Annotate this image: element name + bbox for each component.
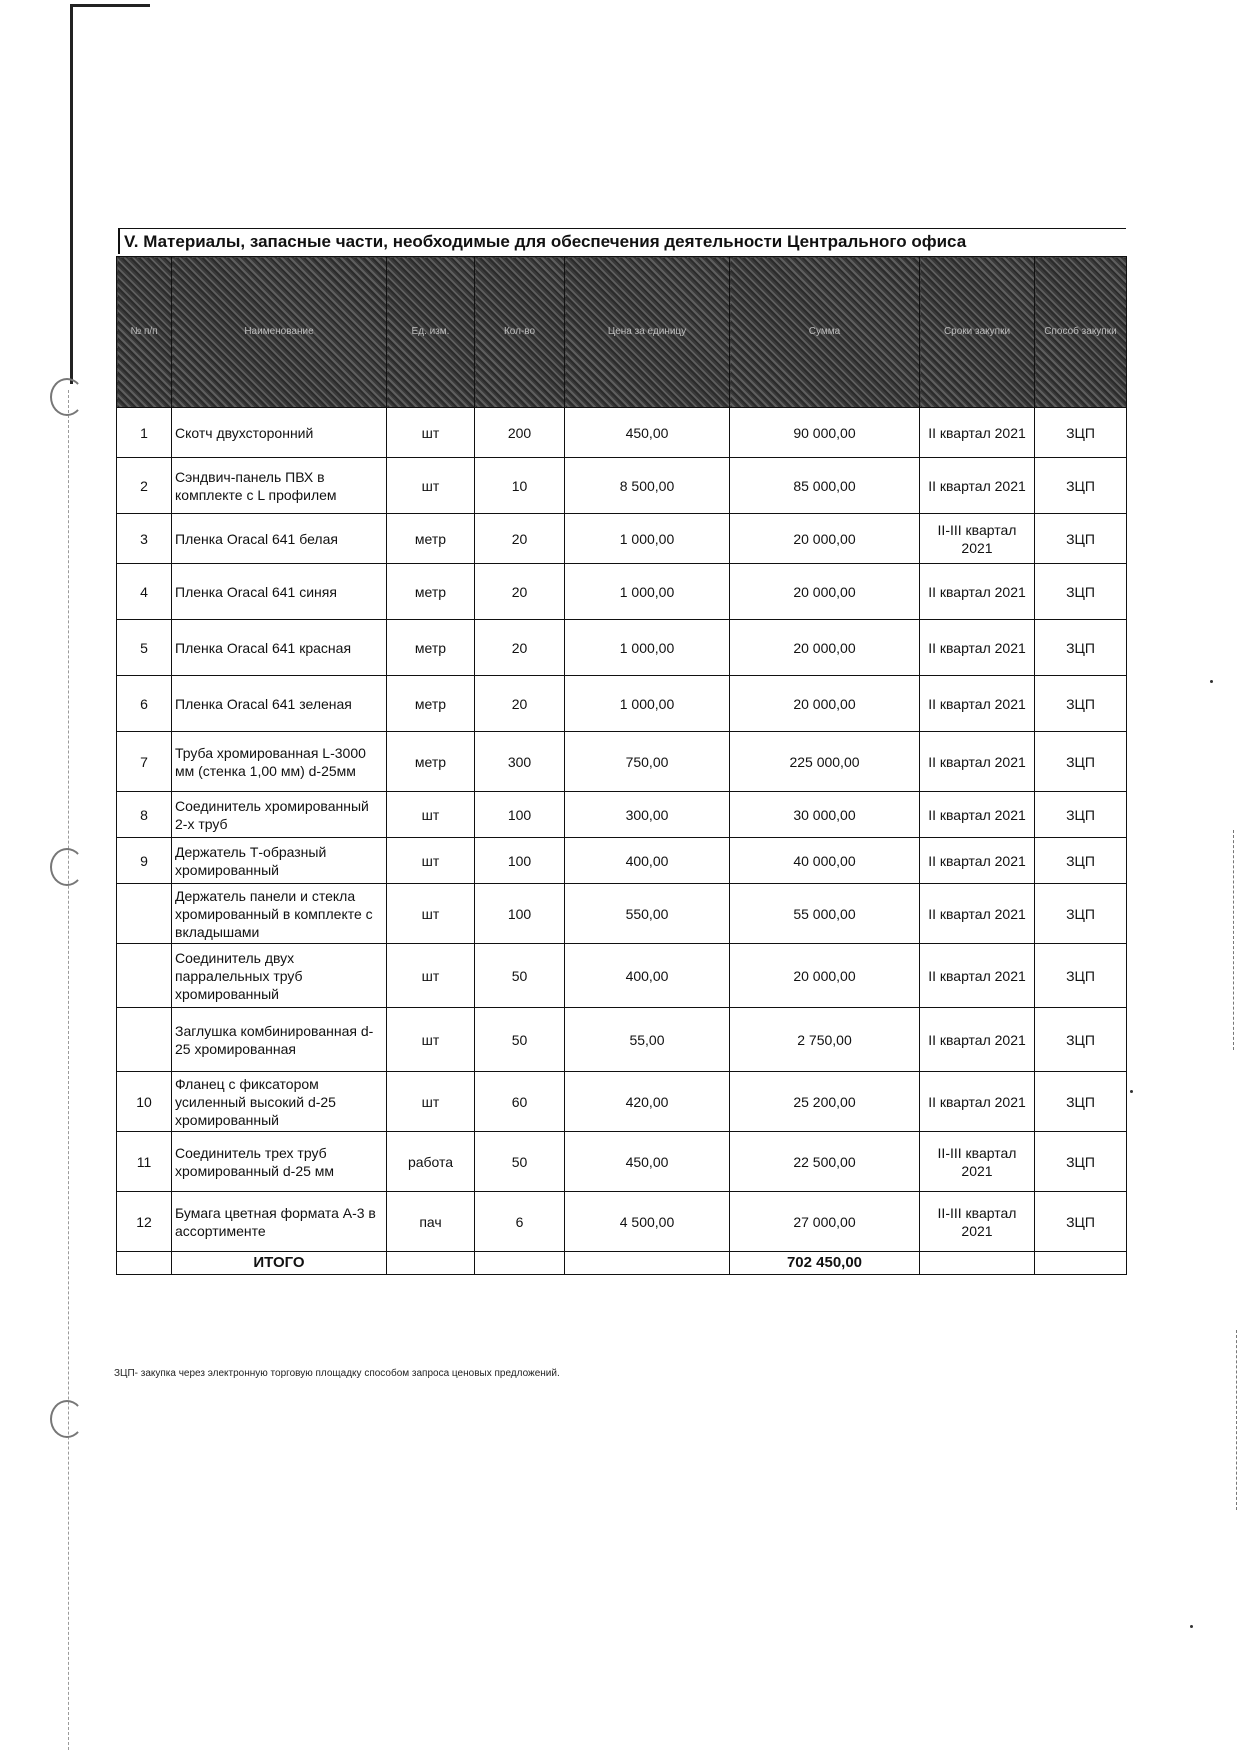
cell-unit: шт [387,458,475,514]
cell-name: Пленка Oracal 641 синяя [172,564,387,620]
scan-margin-line [68,390,70,1750]
header-period: Сроки закупки [920,257,1035,408]
cell-price: 55,00 [565,1008,730,1072]
cell-qty: 6 [475,1192,565,1252]
table-row [117,458,1127,514]
cell-name: Держатель панели и стекла хромированный в комплекте с вкладышами [172,884,387,944]
footnote: ЗЦП- закупка через электронную торговую площадку способом запроса ценовых предложений. [114,1368,560,1379]
cell-name: Соединитель двух парралельных труб хромированный [172,944,387,1008]
cell-period: II-III квартал 2021 [920,514,1035,564]
header-price: Цена за единицу [565,257,730,408]
cell-qty: 300 [475,732,565,792]
cell-unit: работа [387,1132,475,1192]
cell-price: 8 500,00 [565,458,730,514]
cell-qty: 20 [475,620,565,676]
table-row [117,732,1127,792]
table-row [117,620,1127,676]
punch-hole-mark [50,1400,84,1438]
cell-sum: 27 000,00 [730,1192,920,1252]
cell-unit: метр [387,620,475,676]
cell-method: ЗЦП [1035,838,1127,884]
cell-unit: шт [387,944,475,1008]
cell-num: 2 [117,458,172,514]
cell-period: II квартал 2021 [920,1072,1035,1132]
cell-name: Соединитель трех труб хромированный d-25 мм [172,1132,387,1192]
cell-price: 550,00 [565,884,730,944]
cell-num: 3 [117,514,172,564]
page-title: V. Материалы, запасные части, необходимые для обеспечения деятельности Центрального офиса [118,228,1126,254]
cell-sum: 20 000,00 [730,944,920,1008]
cell-num: 10 [117,1072,172,1132]
table-row [117,564,1127,620]
cell-method: ЗЦП [1035,884,1127,944]
cell-name: Соединитель хромированный 2-х труб [172,792,387,838]
cell-unit: шт [387,1072,475,1132]
total-cell-empty [920,1252,1035,1275]
total-label: ИТОГО [172,1252,387,1275]
cell-unit: метр [387,676,475,732]
cell-name: Сэндвич-панель ПВХ в комплекте с L профилем [172,458,387,514]
header-name: Наименование [172,257,387,408]
cell-name: Труба хромированная L-3000 мм (стенка 1,00 мм) d-25мм [172,732,387,792]
cell-method: ЗЦП [1035,620,1127,676]
cell-num: 11 [117,1132,172,1192]
scan-speck [1210,680,1213,683]
cell-price: 1 000,00 [565,564,730,620]
cell-price: 400,00 [565,838,730,884]
cell-name: Заглушка комбинированная d-25 хромированная [172,1008,387,1072]
cell-period: II квартал 2021 [920,732,1035,792]
cell-period: II квартал 2021 [920,944,1035,1008]
cell-qty: 100 [475,884,565,944]
cell-name: Бумага цветная формата А-3 в ассортименте [172,1192,387,1252]
cell-num: 4 [117,564,172,620]
cell-num: 9 [117,838,172,884]
cell-num: 8 [117,792,172,838]
cell-price: 1 000,00 [565,676,730,732]
cell-qty: 50 [475,1132,565,1192]
total-row [117,1252,1127,1275]
cell-price: 1 000,00 [565,514,730,564]
cell-unit: шт [387,1008,475,1072]
cell-method: ЗЦП [1035,1008,1127,1072]
cell-sum: 20 000,00 [730,676,920,732]
cell-name: Пленка Oracal 641 зеленая [172,676,387,732]
cell-name: Фланец с фиксатором усиленный высокий d-25 хромированный [172,1072,387,1132]
cell-sum: 20 000,00 [730,620,920,676]
cell-num [117,884,172,944]
cell-period: II квартал 2021 [920,1008,1035,1072]
total-cell-empty [1035,1252,1127,1275]
cell-qty: 20 [475,564,565,620]
cell-period: II-III квартал 2021 [920,1192,1035,1252]
cell-sum: 22 500,00 [730,1132,920,1192]
table-row [117,884,1127,944]
cell-unit: шт [387,838,475,884]
cell-name: Скотч двухсторонний [172,408,387,458]
cell-period: II квартал 2021 [920,676,1035,732]
cell-price: 1 000,00 [565,620,730,676]
cell-unit: метр [387,514,475,564]
cell-qty: 50 [475,1008,565,1072]
scan-margin-mark [70,4,73,384]
cell-sum: 85 000,00 [730,458,920,514]
cell-num: 7 [117,732,172,792]
cell-sum: 30 000,00 [730,792,920,838]
scan-corner-mark [70,4,150,7]
cell-unit: шт [387,408,475,458]
total-cell-empty [387,1252,475,1275]
cell-qty: 10 [475,458,565,514]
cell-qty: 20 [475,514,565,564]
total-cell-empty [475,1252,565,1275]
table-row [117,676,1127,732]
table-row [117,1072,1127,1132]
cell-name: Пленка Oracal 641 красная [172,620,387,676]
table-row [117,1192,1127,1252]
cell-sum: 225 000,00 [730,732,920,792]
table-row [117,1132,1127,1192]
header-num: № п/п [117,257,172,408]
punch-hole-mark [50,848,84,886]
cell-period: II квартал 2021 [920,620,1035,676]
cell-period: II квартал 2021 [920,408,1035,458]
scan-edge-mark [1233,830,1235,1050]
cell-method: ЗЦП [1035,676,1127,732]
cell-method: ЗЦП [1035,1192,1127,1252]
scan-speck [1130,1090,1133,1093]
scan-speck [1190,1625,1193,1628]
table-row [117,838,1127,884]
cell-period: II-III квартал 2021 [920,1132,1035,1192]
cell-method: ЗЦП [1035,408,1127,458]
cell-num: 5 [117,620,172,676]
cell-num: 12 [117,1192,172,1252]
cell-unit: шт [387,792,475,838]
total-cell-empty [117,1252,172,1275]
table-row [117,514,1127,564]
cell-method: ЗЦП [1035,732,1127,792]
cell-num: 6 [117,676,172,732]
cell-qty: 20 [475,676,565,732]
cell-qty: 60 [475,1072,565,1132]
cell-method: ЗЦП [1035,514,1127,564]
header-sum: Сумма [730,257,920,408]
cell-price: 450,00 [565,1132,730,1192]
cell-price: 420,00 [565,1072,730,1132]
cell-period: II квартал 2021 [920,458,1035,514]
header-unit: Ед. изм. [387,257,475,408]
table-row [117,1008,1127,1072]
cell-unit: метр [387,732,475,792]
cell-price: 750,00 [565,732,730,792]
cell-name: Держатель Т-образный хромированный [172,838,387,884]
cell-sum: 55 000,00 [730,884,920,944]
cell-method: ЗЦП [1035,792,1127,838]
header-qty: Кол-во [475,257,565,408]
cell-period: II квартал 2021 [920,838,1035,884]
cell-num: 1 [117,408,172,458]
total-cell-empty [565,1252,730,1275]
cell-num [117,1008,172,1072]
cell-method: ЗЦП [1035,1132,1127,1192]
cell-period: II квартал 2021 [920,884,1035,944]
cell-period: II квартал 2021 [920,792,1035,838]
cell-method: ЗЦП [1035,944,1127,1008]
cell-qty: 100 [475,792,565,838]
cell-sum: 20 000,00 [730,514,920,564]
materials-table [116,256,1127,1275]
cell-sum: 25 200,00 [730,1072,920,1132]
cell-qty: 50 [475,944,565,1008]
table-row [117,408,1127,458]
cell-sum: 90 000,00 [730,408,920,458]
total-sum: 702 450,00 [730,1252,920,1275]
cell-price: 4 500,00 [565,1192,730,1252]
table-row [117,944,1127,1008]
cell-sum: 20 000,00 [730,564,920,620]
cell-num [117,944,172,1008]
punch-hole-mark [50,378,84,416]
scan-edge-mark [1236,1330,1238,1510]
cell-price: 400,00 [565,944,730,1008]
cell-price: 450,00 [565,408,730,458]
cell-method: ЗЦП [1035,458,1127,514]
cell-method: ЗЦП [1035,1072,1127,1132]
cell-sum: 2 750,00 [730,1008,920,1072]
cell-unit: метр [387,564,475,620]
cell-method: ЗЦП [1035,564,1127,620]
cell-sum: 40 000,00 [730,838,920,884]
cell-qty: 200 [475,408,565,458]
cell-price: 300,00 [565,792,730,838]
cell-qty: 100 [475,838,565,884]
cell-unit: шт [387,884,475,944]
cell-unit: пач [387,1192,475,1252]
cell-name: Пленка Oracal 641 белая [172,514,387,564]
table-header-row [117,257,1127,408]
cell-period: II квартал 2021 [920,564,1035,620]
header-method: Способ закупки [1035,257,1127,408]
table-row [117,792,1127,838]
